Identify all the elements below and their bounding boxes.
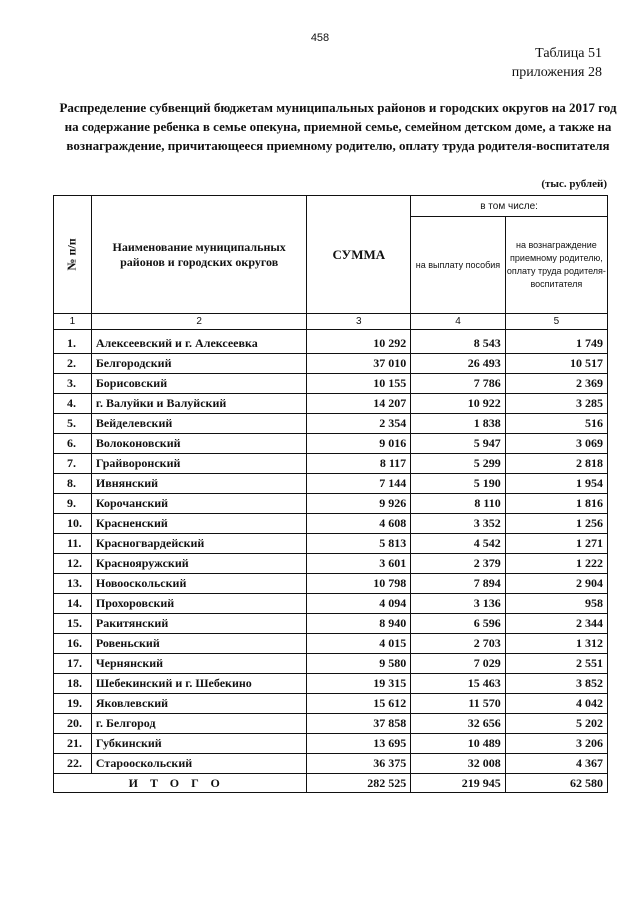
document-heading: Распределение субвенций бюджетам муниципальных районов и городских округов на 2017 год на содержание ребенка в семье опекуна, приемной семье, семейном детском доме, а также на вознаграждение, причитающееся приемному родителю, оплату труда родителя-воспитателя [59, 100, 617, 153]
row-reward: 3 069 [505, 434, 607, 454]
table-row [54, 374, 608, 394]
header-index: 4 [411, 314, 506, 330]
row-reward: 10 517 [505, 354, 607, 374]
row-sum: 9 016 [307, 434, 411, 454]
row-sum: 3 601 [307, 554, 411, 574]
row-name: Чернянский [91, 654, 307, 674]
row-sum: 10 292 [307, 330, 411, 354]
row-name: Красненский [91, 514, 307, 534]
row-reward: 1 749 [505, 330, 607, 354]
table-row [54, 354, 608, 374]
table-row [54, 734, 608, 754]
table-row [54, 614, 608, 634]
row-reward: 5 202 [505, 714, 607, 734]
row-benefit: 11 570 [411, 694, 506, 714]
row-name: Волоконовский [91, 434, 307, 454]
total-label: ИТОГО [54, 774, 307, 793]
table-row [54, 434, 608, 454]
table-row [54, 330, 608, 354]
table-caption-appendix: приложения 28 [511, 65, 602, 80]
row-reward: 3 852 [505, 674, 607, 694]
row-number: 16. [54, 634, 92, 654]
row-reward: 2 369 [505, 374, 607, 394]
row-name: Белгородский [91, 354, 307, 374]
row-benefit: 15 463 [411, 674, 506, 694]
header-index: 2 [91, 314, 307, 330]
row-sum: 4 015 [307, 634, 411, 654]
row-name: Новооскольский [91, 574, 307, 594]
row-sum: 2 354 [307, 414, 411, 434]
table-row [54, 654, 608, 674]
table-caption [512, 44, 602, 82]
row-benefit: 1 838 [411, 414, 506, 434]
row-number: 8. [54, 474, 92, 494]
row-sum: 10 798 [307, 574, 411, 594]
row-benefit: 7 894 [411, 574, 506, 594]
row-sum: 8 940 [307, 614, 411, 634]
row-benefit: 32 008 [411, 754, 506, 774]
row-benefit: 8 110 [411, 494, 506, 514]
table-row [54, 454, 608, 474]
table-row [54, 714, 608, 734]
row-number: 17. [54, 654, 92, 674]
row-name: Корочанский [91, 494, 307, 514]
header-sum: СУММА [307, 196, 411, 314]
row-reward: 516 [505, 414, 607, 434]
total-reward: 62 580 [505, 774, 607, 793]
row-benefit: 2 703 [411, 634, 506, 654]
row-sum: 7 144 [307, 474, 411, 494]
row-reward: 1 256 [505, 514, 607, 534]
row-name: Губкинский [91, 734, 307, 754]
row-benefit: 4 542 [411, 534, 506, 554]
row-benefit: 10 922 [411, 394, 506, 414]
row-sum: 14 207 [307, 394, 411, 414]
row-benefit: 3 352 [411, 514, 506, 534]
row-name: Яковлевский [91, 694, 307, 714]
row-number: 21. [54, 734, 92, 754]
row-sum: 4 608 [307, 514, 411, 534]
row-name: Грайворонский [91, 454, 307, 474]
table-row [54, 474, 608, 494]
table-row [54, 494, 608, 514]
row-sum: 15 612 [307, 694, 411, 714]
row-sum: 36 375 [307, 754, 411, 774]
row-reward: 1 816 [505, 494, 607, 514]
row-benefit: 26 493 [411, 354, 506, 374]
row-benefit: 6 596 [411, 614, 506, 634]
row-benefit: 3 136 [411, 594, 506, 614]
row-reward: 1 954 [505, 474, 607, 494]
row-reward: 958 [505, 594, 607, 614]
row-name: Шебекинский и г. Шебекино [91, 674, 307, 694]
row-number: 14. [54, 594, 92, 614]
row-reward: 1 312 [505, 634, 607, 654]
header-including: в том числе: [411, 196, 608, 217]
row-number: 7. [54, 454, 92, 474]
row-number: 22. [54, 754, 92, 774]
row-reward: 2 818 [505, 454, 607, 474]
row-reward: 2 551 [505, 654, 607, 674]
row-reward: 2 344 [505, 614, 607, 634]
row-number: 5. [54, 414, 92, 434]
row-number: 20. [54, 714, 92, 734]
header-reward: на вознаграждение приемному родителю, оплату труда родителя-воспитателя [505, 217, 607, 314]
row-benefit: 7 029 [411, 654, 506, 674]
row-number: 15. [54, 614, 92, 634]
table-body [54, 330, 608, 774]
row-number: 13. [54, 574, 92, 594]
row-number: 18. [54, 674, 92, 694]
row-name: Ракитянский [91, 614, 307, 634]
row-name: Старооскольский [91, 754, 307, 774]
header-index: 3 [307, 314, 411, 330]
table-row [54, 674, 608, 694]
header-number: № п/п [54, 196, 92, 314]
row-benefit: 8 543 [411, 330, 506, 354]
row-reward: 3 285 [505, 394, 607, 414]
row-reward: 4 367 [505, 754, 607, 774]
units-label: (тыс. рублей) [541, 178, 607, 190]
table-row [54, 574, 608, 594]
row-sum: 4 094 [307, 594, 411, 614]
row-name: Ровеньский [91, 634, 307, 654]
row-sum: 10 155 [307, 374, 411, 394]
table-row [54, 694, 608, 714]
subsidy-table [53, 195, 608, 793]
row-sum: 5 813 [307, 534, 411, 554]
row-sum: 13 695 [307, 734, 411, 754]
row-sum: 37 858 [307, 714, 411, 734]
header-index: 1 [54, 314, 92, 330]
row-benefit: 5 190 [411, 474, 506, 494]
total-row [54, 774, 608, 793]
row-benefit: 10 489 [411, 734, 506, 754]
row-reward: 1 222 [505, 554, 607, 574]
table-row [54, 394, 608, 414]
row-name: Алексеевский и г. Алексеевка [91, 330, 307, 354]
table-row [54, 514, 608, 534]
total-sum: 282 525 [307, 774, 411, 793]
header-benefit: на выплату пособия [411, 217, 506, 314]
table-row [54, 554, 608, 574]
row-benefit: 2 379 [411, 554, 506, 574]
row-number: 12. [54, 554, 92, 574]
row-name: Борисовский [91, 374, 307, 394]
row-name: г. Валуйки и Валуйский [91, 394, 307, 414]
row-sum: 8 117 [307, 454, 411, 474]
row-number: 9. [54, 494, 92, 514]
row-sum: 19 315 [307, 674, 411, 694]
header-index: 5 [505, 314, 607, 330]
row-reward: 1 271 [505, 534, 607, 554]
row-benefit: 5 299 [411, 454, 506, 474]
page-number: 458 [310, 32, 330, 44]
header-name: Наименование муниципальных районов и городских округов [91, 196, 307, 314]
row-benefit: 7 786 [411, 374, 506, 394]
row-name: Краснояружский [91, 554, 307, 574]
row-name: г. Белгород [91, 714, 307, 734]
row-name: Прохоровский [91, 594, 307, 614]
total-benefit: 219 945 [411, 774, 506, 793]
row-number: 11. [54, 534, 92, 554]
row-sum: 9 926 [307, 494, 411, 514]
row-reward: 3 206 [505, 734, 607, 754]
row-benefit: 5 947 [411, 434, 506, 454]
table-caption-number: Таблица 51 [535, 46, 602, 61]
row-number: 6. [54, 434, 92, 454]
row-number: 1. [54, 330, 92, 354]
row-name: Красногвардейский [91, 534, 307, 554]
row-number: 4. [54, 394, 92, 414]
row-number: 19. [54, 694, 92, 714]
row-sum: 9 580 [307, 654, 411, 674]
table-row [54, 634, 608, 654]
row-number: 2. [54, 354, 92, 374]
row-reward: 2 904 [505, 574, 607, 594]
table-row [54, 594, 608, 614]
row-sum: 37 010 [307, 354, 411, 374]
row-name: Ивнянский [91, 474, 307, 494]
row-reward: 4 042 [505, 694, 607, 714]
row-number: 10. [54, 514, 92, 534]
table-row [54, 534, 608, 554]
table-row [54, 754, 608, 774]
row-number: 3. [54, 374, 92, 394]
row-benefit: 32 656 [411, 714, 506, 734]
table-row [54, 414, 608, 434]
row-name: Вейделевский [91, 414, 307, 434]
